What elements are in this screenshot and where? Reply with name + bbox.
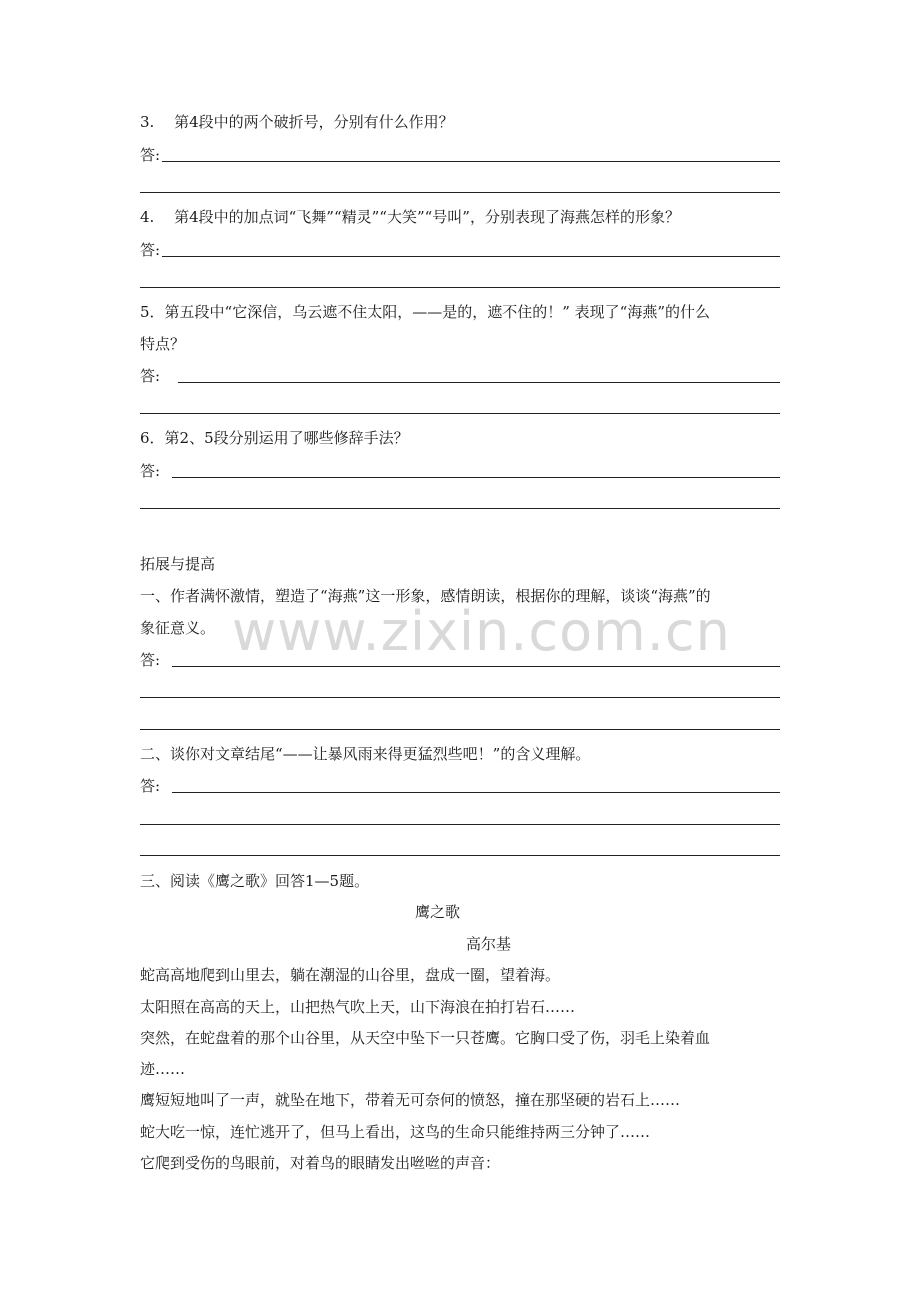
answer-line[interactable] xyxy=(140,413,780,414)
passage-author: 高尔基 xyxy=(466,935,512,953)
section-heading: 拓展与提高 xyxy=(140,555,216,573)
passage-line: 迹…… xyxy=(140,1060,186,1078)
answer-line[interactable] xyxy=(172,477,780,478)
answer-line[interactable] xyxy=(140,192,780,193)
answer-line[interactable] xyxy=(140,697,780,698)
answer-line[interactable] xyxy=(140,855,780,856)
answer-line[interactable] xyxy=(178,382,780,383)
question-3: 3. 第4段中的两个破折号，分别有什么作用？ xyxy=(140,113,454,131)
answer-line[interactable] xyxy=(140,287,780,288)
extension-q2: 二、谈你对文章结尾“——让暴风雨来得更猛烈些吧！”的含义理解。 xyxy=(140,745,591,763)
passage-line: 太阳照在高高的天上，山把热气吹上天，山下海浪在拍打岩石…… xyxy=(140,998,576,1016)
question-5-cont: 特点？ xyxy=(140,335,186,353)
answer-label-3: 答: xyxy=(140,146,161,164)
extension-q1: 一、作者满怀激情，塑造了“海燕”这一形象，感情朗读，根据你的理解，谈谈“海燕”的 xyxy=(140,587,711,605)
question-6: 6．第2、5段分别运用了哪些修辞手法？ xyxy=(140,429,409,447)
answer-label-e2: 答: xyxy=(140,777,161,795)
answer-line[interactable] xyxy=(162,161,780,162)
passage-line: 突然，在蛇盘着的那个山谷里，从天空中坠下一只苍鹰。它胸口受了伤，羽毛上染着血 xyxy=(140,1029,711,1047)
answer-line[interactable] xyxy=(140,824,780,825)
answer-line[interactable] xyxy=(172,666,780,667)
answer-label-6: 答: xyxy=(140,462,161,480)
answer-line[interactable] xyxy=(162,256,780,257)
answer-line[interactable] xyxy=(140,508,780,509)
passage-line: 鹰短短地叫了一声，就坠在地下，带着无可奈何的愤怒，撞在那坚硬的岩石上…… xyxy=(140,1091,681,1109)
answer-line[interactable] xyxy=(140,729,780,730)
watermark: www.zixin.com.cn xyxy=(232,600,731,663)
passage-line: 蛇大吃一惊，连忙逃开了，但马上看出，这鸟的生命只能维持两三分钟了…… xyxy=(140,1123,651,1141)
answer-label-e1: 答: xyxy=(140,651,161,669)
extension-q1-cont: 象征意义。 xyxy=(140,619,216,637)
passage-title: 鹰之歌 xyxy=(415,903,461,921)
answer-line[interactable] xyxy=(172,792,780,793)
answer-label-5: 答: xyxy=(140,367,161,385)
extension-q3: 三、阅读《鹰之歌》回答1—5题。 xyxy=(140,872,370,890)
answer-label-4: 答: xyxy=(140,241,161,259)
passage-line: 它爬到受伤的鸟眼前，对着鸟的眼睛发出咝咝的声音： xyxy=(140,1154,501,1172)
question-5: 5．第五段中“它深信，乌云遮不住太阳，——是的，遮不住的！” 表现了“海燕”的什么 xyxy=(140,303,710,321)
passage-line: 蛇高高地爬到山里去，躺在潮湿的山谷里，盘成一圈，望着海。 xyxy=(140,966,561,984)
question-4: 4. 第4段中的加点词“飞舞”“精灵”“大笑”“号叫”，分别表现了海燕怎样的形象？ xyxy=(140,208,680,226)
